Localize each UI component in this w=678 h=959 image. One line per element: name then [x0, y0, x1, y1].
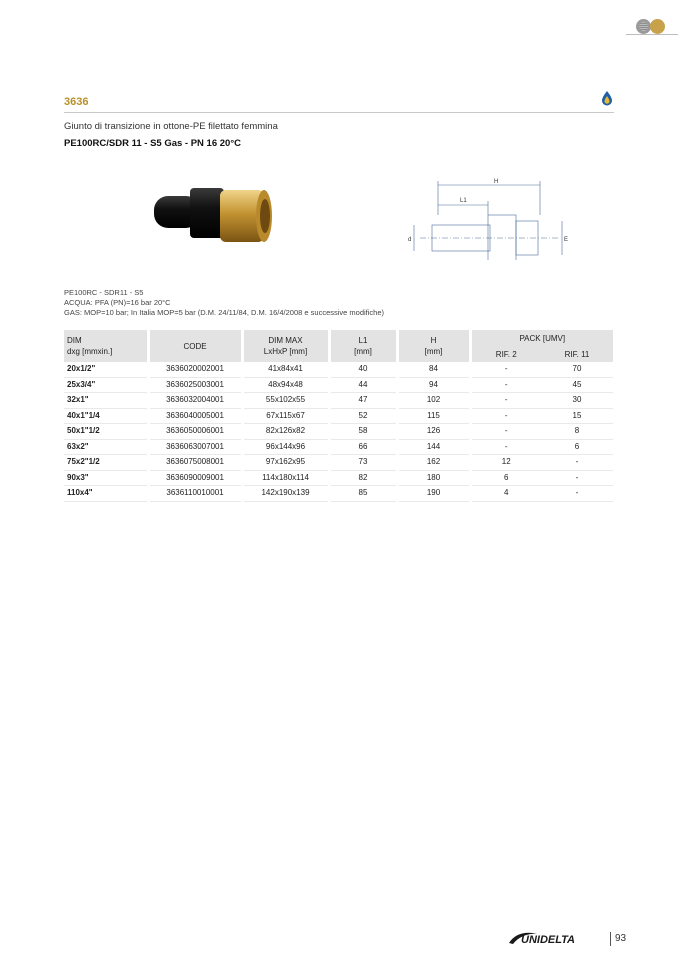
grey-circle-icon [636, 19, 651, 34]
table-row: 110x4" 3636110010001 142x190x139 85 190 4 - [64, 486, 613, 502]
table-row: 75x2"1/2 3636075008001 97x162x95 73 162 12 - [64, 455, 613, 471]
table-row: 20x1/2" 3636020002001 41x84x41 40 84 - 70 [64, 362, 613, 377]
title-divider [64, 112, 614, 113]
header-dim: DIM dxg [mmxin.] [64, 330, 148, 362]
header-rif2: RIF. 2 [470, 346, 541, 362]
drawing-label-l1: L1 [460, 198, 467, 204]
product-photo [150, 180, 280, 252]
table-row: 40x1"1/4 3636040005001 67x115x67 52 115 - 15 [64, 408, 613, 424]
drawing-label-d: d [408, 237, 412, 243]
header-rif11: RIF. 11 [541, 346, 613, 362]
note-line: PE100RC - SDR11 - S5 [64, 288, 144, 297]
table-row: 25x3/4" 3636025003001 48x94x48 44 94 - 45 [64, 377, 613, 393]
page-number: 93 [615, 933, 627, 944]
water-gas-drop-icon [601, 90, 613, 106]
footer-divider [610, 932, 611, 946]
product-notes [64, 288, 384, 318]
table-row: 90x3" 3636090009001 114x180x114 82 180 6 - [64, 470, 613, 486]
unidelta-logo [507, 930, 607, 946]
product-subtitle: Giunto di transizione in ottone-PE filettato femmina [64, 121, 278, 132]
table-row: 32x1" 3636032004001 55x102x55 47 102 - 30 [64, 393, 613, 409]
note-line: GAS: MOP=10 bar; In Italia MOP=5 bar (D.M. 24/11/84, D.M. 16/4/2008 e successive modifiche) [64, 308, 385, 317]
header-code: CODE [148, 330, 242, 362]
note-line: ACQUA: PFA (PN)=16 bar 20°C [64, 298, 171, 307]
drawing-label-e: E [564, 237, 569, 243]
table-row: 50x1"1/2 3636050006001 82x126x82 58 126 - 8 [64, 424, 613, 440]
header-h: H [mm] [397, 330, 470, 362]
corner-divider [626, 34, 678, 35]
drawing-label-h: H [494, 179, 499, 185]
product-code: 3636 [64, 96, 89, 108]
table-row: 63x2" 3636063007001 96x144x96 66 144 - 6 [64, 439, 613, 455]
corner-dots [636, 19, 666, 35]
technical-drawing [400, 175, 580, 260]
header-pack: PACK [UMV] [470, 330, 613, 346]
dimensions-table [64, 330, 613, 502]
gold-circle-icon [650, 19, 665, 34]
header-dim-max: DIM MAX LxHxP [mm] [242, 330, 329, 362]
brand-name: UNIDELTA [521, 934, 575, 946]
header-l1: L1 [mm] [329, 330, 397, 362]
product-spec-line: PE100RC/SDR 11 - S5 Gas - PN 16 20°C [64, 138, 241, 149]
